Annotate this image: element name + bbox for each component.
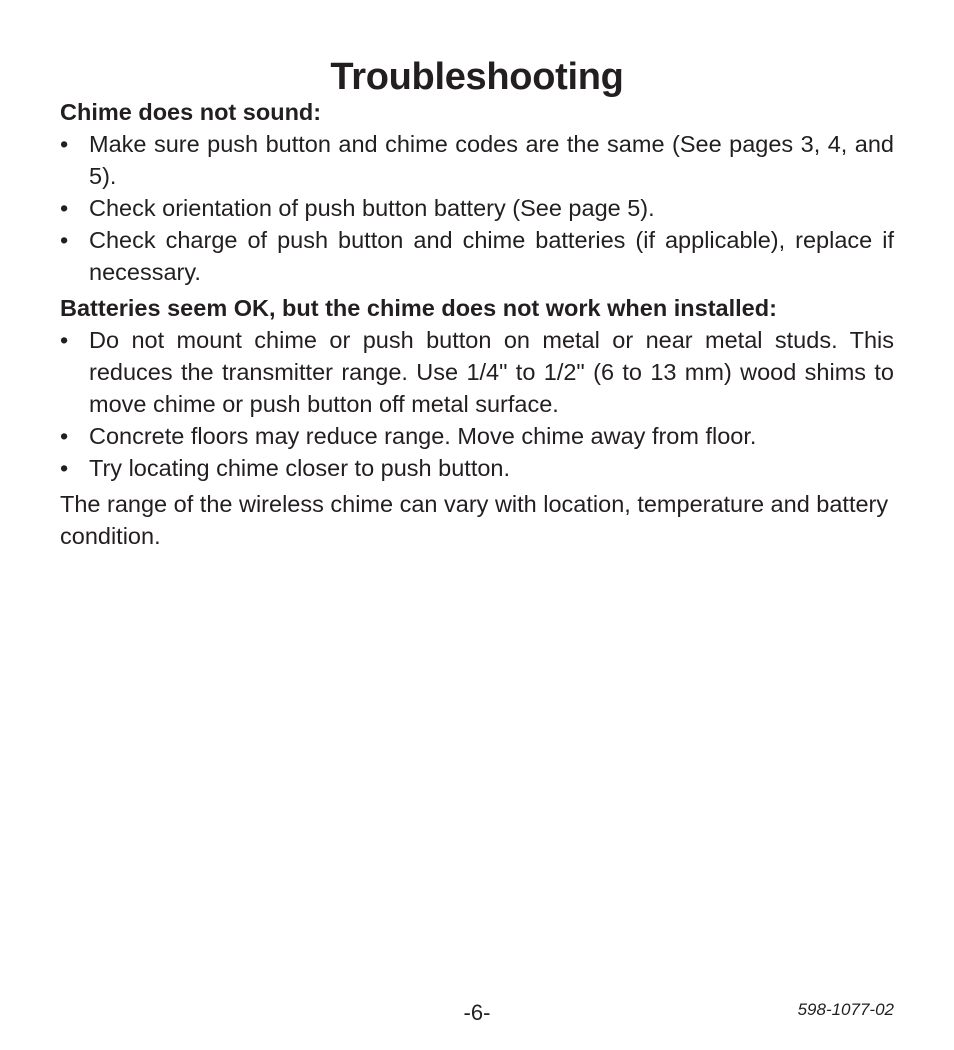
list-item-text: Try locating chime closer to push button. <box>89 455 511 481</box>
bullet-icon: • <box>60 227 69 253</box>
list-item <box>60 452 894 484</box>
list-item <box>60 128 894 192</box>
document-code: 598-1077-02 <box>797 1000 894 1019</box>
list-item <box>60 420 894 452</box>
list-item <box>60 224 894 288</box>
list-item-text: Check orientation of push button battery (See page 5). <box>89 195 655 221</box>
bullet-icon: • <box>60 195 69 221</box>
closing-paragraph: The range of the wireless chime can vary with location, temperature and battery condition. <box>60 491 889 549</box>
list-item-text: Make sure push button and chime codes are the same (See pages 3, 4, and 5). <box>89 131 894 189</box>
bullet-list-batteries-seem-ok <box>60 324 894 484</box>
list-item-text: Check charge of push button and chime batteries (if applicable), replace if necessary. <box>89 227 894 285</box>
list-item-text: Concrete floors may reduce range. Move chime away from floor. <box>89 423 757 449</box>
bullet-icon: • <box>60 131 69 157</box>
list-item <box>60 324 894 420</box>
section-heading-chime-does-not-sound: Chime does not sound: <box>60 99 322 125</box>
bullet-icon: • <box>60 327 69 353</box>
list-item <box>60 192 894 224</box>
bullet-list-chime-does-not-sound <box>60 128 894 288</box>
page-title: Troubleshooting <box>330 56 624 98</box>
list-item-text: Do not mount chime or push button on metal or near metal studs. This reduces the transmitter range. Use 1/4" to 1/2" (6 to 13 mm) wood shims to move chime or push button off metal surface. <box>89 327 894 417</box>
section-heading-batteries-seem-ok: Batteries seem OK, but the chime does not work when installed: <box>60 295 777 321</box>
document-body <box>60 96 894 552</box>
bullet-icon: • <box>60 455 69 481</box>
page-number: -6- <box>463 1000 491 1025</box>
bullet-icon: • <box>60 423 69 449</box>
